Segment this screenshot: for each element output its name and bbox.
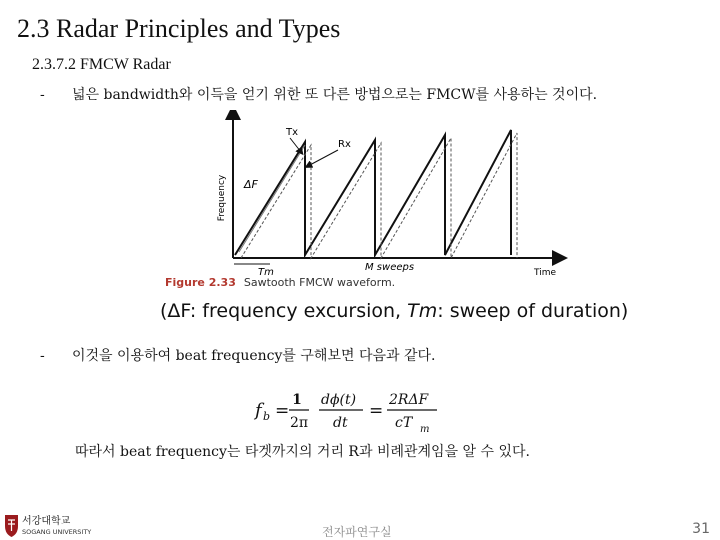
bullet-dash: - — [40, 87, 45, 103]
tx-pointer — [290, 138, 301, 152]
delta-f-label: ΔF — [244, 178, 258, 191]
eq-lhs-sub: b — [263, 410, 271, 423]
rx-label: Rx — [338, 139, 351, 150]
bullet-item-1 — [40, 84, 597, 104]
tx-label: Tx — [286, 127, 299, 138]
page-number: 31 — [692, 521, 710, 537]
eq-lhs: f — [255, 400, 262, 421]
eq-frac3-num: 2RΔF — [389, 392, 429, 408]
legend-part2: : sweep of duration) — [437, 300, 629, 322]
caption-number: Figure 2.33 — [165, 276, 236, 289]
waveform-legend — [160, 300, 628, 322]
legend-part1: (ΔF: frequency excursion, — [160, 300, 408, 322]
beat-frequency-equation — [253, 384, 443, 440]
bullet-text: 넓은 bandwidth와 이득을 얻기 위한 또 다른 방법으로는 FMCW를 사용하는 것이다. — [72, 87, 598, 103]
fmcw-waveform-figure — [208, 110, 568, 282]
eq-equals-1: = — [275, 401, 290, 421]
eq-frac3-den-sub: m — [420, 424, 430, 435]
university-logo — [2, 512, 98, 538]
y-axis-label: Frequency — [217, 174, 227, 222]
m-sweeps-label: M sweeps — [365, 262, 415, 273]
logo-korean-name: 서강대학교 — [22, 516, 71, 527]
figure-caption — [165, 276, 395, 289]
section-heading: 2.3.7.2 FMCW Radar — [32, 56, 171, 73]
time-label: Time — [534, 268, 557, 278]
bullet-text: 이것을 이용하여 beat frequency를 구해보면 다음과 같다. — [72, 348, 436, 364]
eq-frac2-den: dt — [333, 415, 348, 431]
tm-label: Tm — [258, 267, 274, 278]
bullet-dash: - — [40, 348, 45, 364]
footer-lab-name: 전자파연구실 — [322, 525, 392, 539]
tx-rx-gap-line — [239, 145, 305, 252]
logo-english-name: SOGANG UNIVERSITY — [22, 528, 92, 536]
eq-equals-2: = — [369, 401, 384, 421]
conclusion-text: 따라서 beat frequency는 타겟까지의 거리 R과 비례관계임을 알 수 있다. — [75, 444, 530, 460]
tx-sawtooth — [235, 130, 511, 255]
eq-frac1-den: 2π — [289, 415, 309, 431]
legend-tm-symbol: Tm — [407, 300, 438, 322]
slide-title: 2.3 Radar Principles and Types — [17, 14, 341, 43]
rx-pointer — [308, 150, 338, 166]
caption-text: Sawtooth FMCW waveform. — [243, 276, 396, 289]
eq-frac2-num: dϕ(t) — [321, 392, 357, 408]
eq-frac3-den: cT — [395, 415, 413, 431]
bullet-item-2 — [40, 345, 435, 365]
eq-frac1-num: 1 — [292, 392, 302, 408]
